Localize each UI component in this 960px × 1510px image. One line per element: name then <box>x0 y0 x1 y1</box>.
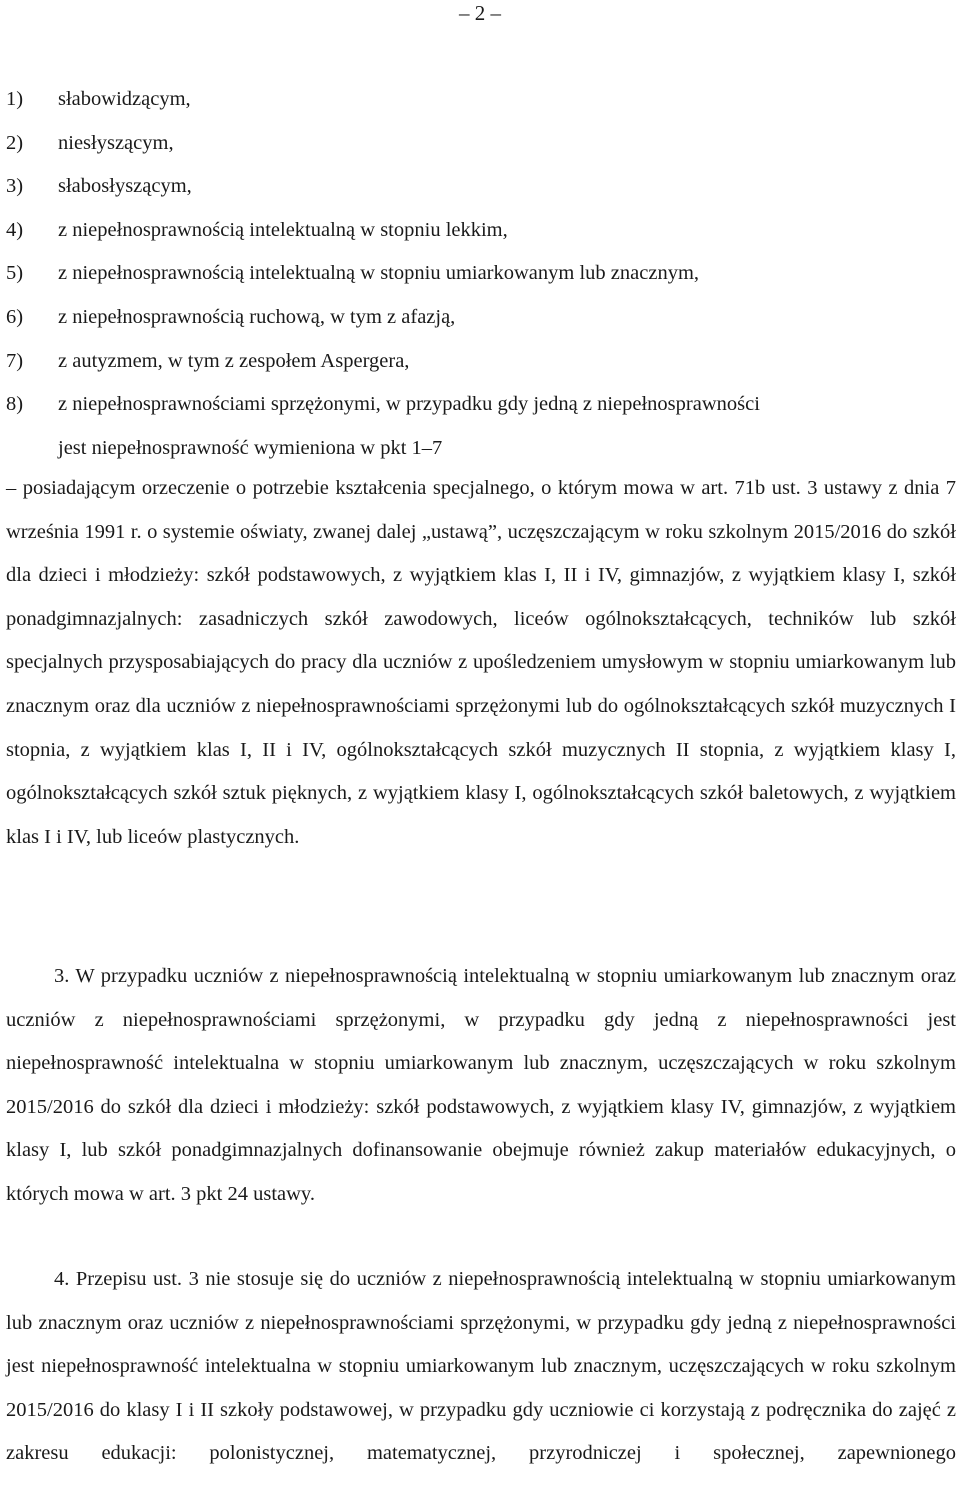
list-item <box>6 346 956 390</box>
list-item-number: 5) <box>6 262 24 285</box>
list-item <box>6 302 956 346</box>
list-item-text: z niepełnosprawnością ruchową, w tym z afazją, <box>58 305 456 328</box>
paragraph-3: 3. W przypadku uczniów z niepełnosprawnością intelektualną w stopniu umiarkowanym lub znacznym oraz uczniów z niepełnosprawnościami sprzężonymi, w przypadku gdy jedną z niepełnosprawności jest niepełnosprawność intelektualna w stopniu umiarkowanym lub znacznym, uczęszczających w roku szkolnym 2015/2016 do szkół dla dzieci i młodzieży: szkół podstawowych, z wyjątkiem klasy IV, gimnazjów, z wyjątkiem klasy I, lub szkół ponadgimnazjalnych dofinansowanie obejmuje również zakup materiałów edukacyjnych, o których mowa w art. 3 pkt 24 ustawy. <box>6 965 956 1205</box>
list-item <box>6 171 956 215</box>
list-item-number: 4) <box>6 218 24 241</box>
intro-paragraph: – posiadającym orzeczenie o potrzebie kształcenia specjalnego, o którym mowa w art. 71b ust. 3 ustawy z dnia 7 września 1991 r. o systemie oświaty, zwanej dalej „ustawą”, uczęszczającym w roku szkolnym 2015/2016 do szkół dla dzieci i młodzieży: szkół podstawowych, z wyjątkiem klas I, II i IV, gimnazjów, z wyjątkiem klasy I, szkół ponadgimnazjalnych: zasadniczych szkół zawodowych, liceów ogólnokształcących, techników lub szkół specjalnych przysposabiających do pracy dla uczniów z upośledzeniem umysłowym w stopniu umiarkowanym lub znacznym oraz dla uczniów z niepełnosprawnościami sprzężonymi lub do ogólnokształcących szkół muzycznych I stopnia, z wyjątkiem klas I, II i IV, ogólnokształcących szkół muzycznych II stopnia, z wyjątkiem klasy I, ogólnokształcących szkół sztuk pięknych, z wyjątkiem klasy I, ogólnokształcących szkół baletowych, z wyjątkiem klas I i IV, lub liceów plastycznych. <box>6 477 956 848</box>
list-item-number: 1) <box>6 88 24 110</box>
list-item-text: z niepełnosprawnościami sprzężonymi, w przypadku gdy jedną z niepełnosprawności <box>58 393 760 416</box>
list-item-continuation-text: jest niepełnosprawność wymieniona w pkt 1–7 <box>58 436 443 459</box>
page-number: – 2 – <box>459 1 501 25</box>
paragraph-4: 4. Przepisu ust. 3 nie stosuje się do uczniów z niepełnosprawnością intelektualną w stopniu umiarkowanym lub znacznym oraz uczniów z niepełnosprawnościami sprzężonymi, w przypadku gdy jedną z niepełnosprawności jest niepełnosprawność intelektualna w stopniu umiarkowanym lub znacznym, uczęszczających w roku szkolnym 2015/2016 do klasy I i II szkoły podstawowej, w przypadku gdy uczniowie ci korzystają z podręcznika do zajęć z zakresu edukacji: polonistycznej, matematycznej, przyrodniczej i społecznej, zapewnionego <box>6 1268 956 1465</box>
list-item-number: 6) <box>6 305 24 328</box>
disability-list <box>6 84 956 476</box>
list-item-text: słabowidzącym, <box>58 88 191 110</box>
list-item <box>6 258 956 302</box>
list-item <box>6 84 956 128</box>
list-item-text: z niepełnosprawnością intelektualną w stopniu lekkim, <box>58 218 508 241</box>
list-item-number: 2) <box>6 131 24 154</box>
list-item <box>6 215 956 259</box>
list-item-number: 8) <box>6 393 24 416</box>
list-item-text: słabosłyszącym, <box>58 175 192 198</box>
list-item <box>6 128 956 172</box>
list-item-number: 7) <box>6 349 24 372</box>
list-item-text: niesłyszącym, <box>58 131 174 154</box>
list-item-text: z niepełnosprawnością intelektualną w stopniu umiarkowanym lub znacznym, <box>58 262 700 285</box>
list-item-text: z autyzmem, w tym z zespołem Aspergera, <box>58 349 410 372</box>
list-item-number: 3) <box>6 175 24 198</box>
list-item <box>6 389 956 433</box>
